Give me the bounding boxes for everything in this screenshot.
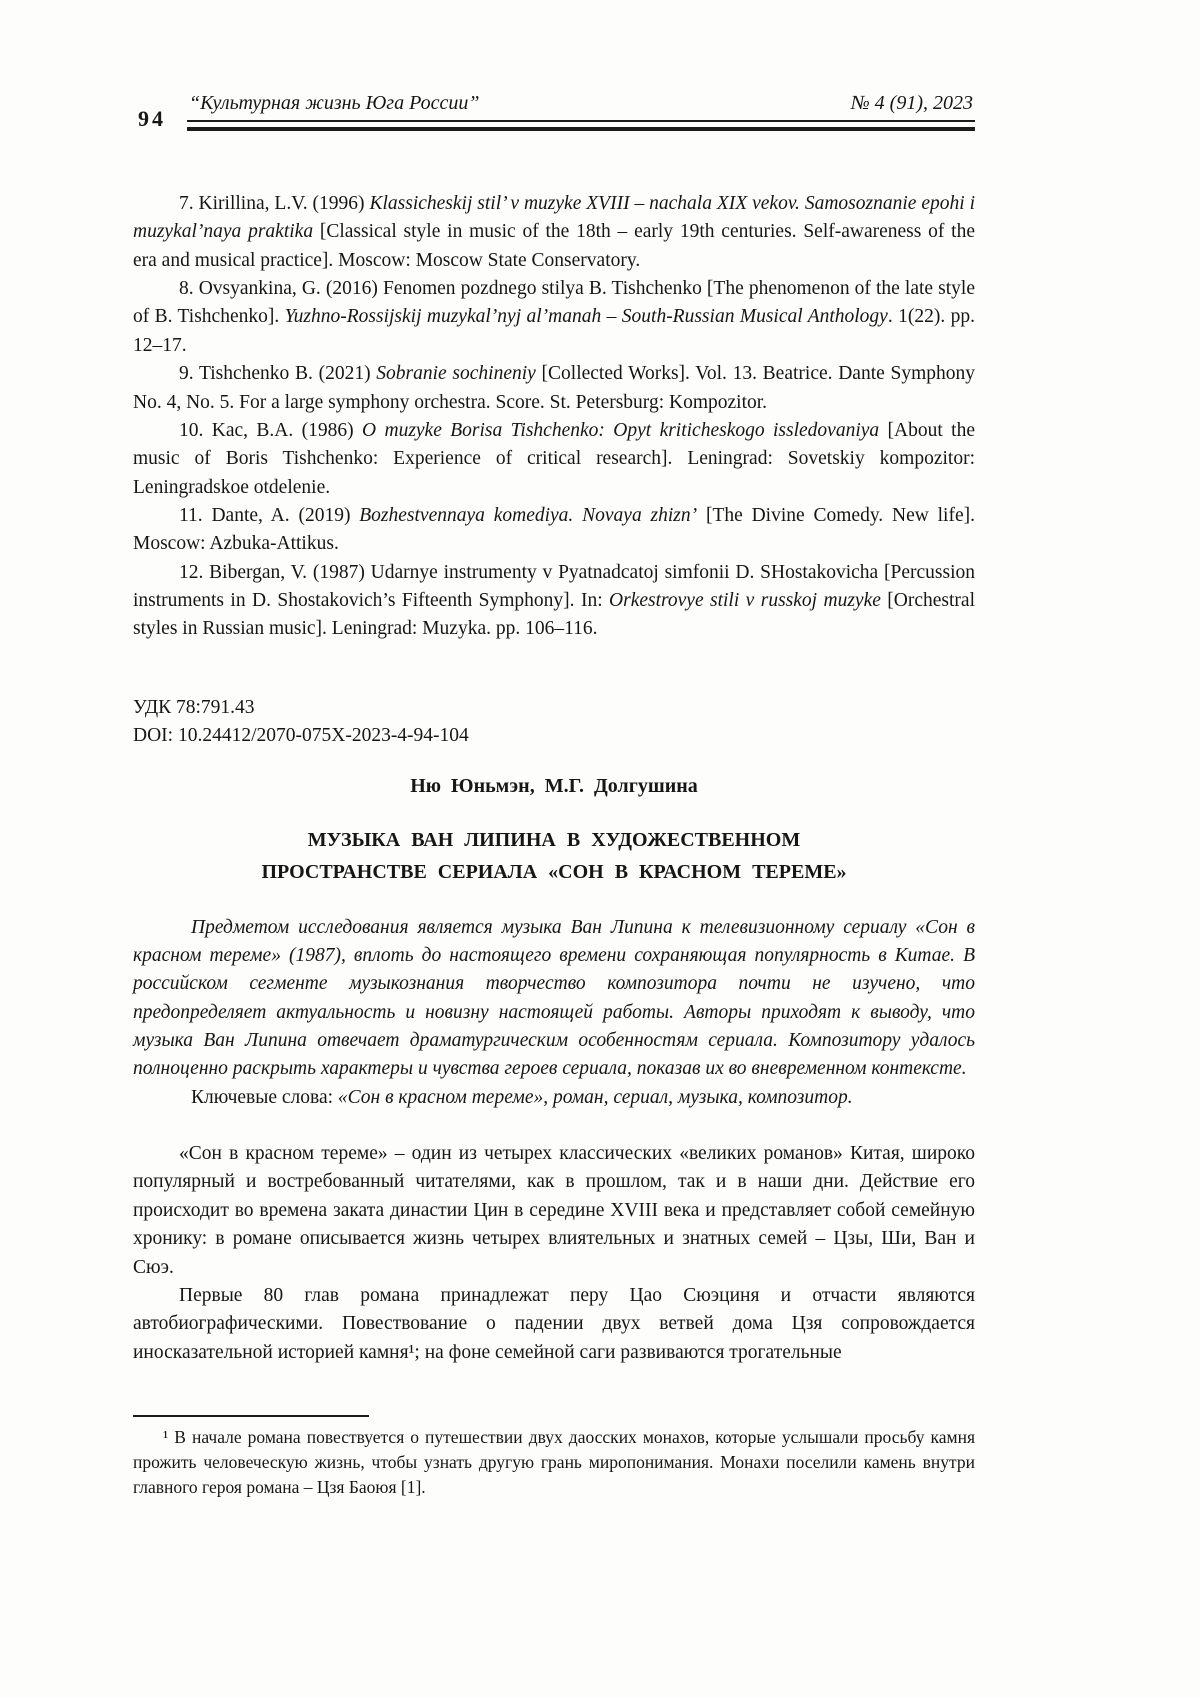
authors-line: Ню Юньмэн, М.Г. Долгушина <box>410 775 698 798</box>
article-title-line-1: МУЗЫКА ВАН ЛИПИНА В ХУДОЖЕСТВЕННОМ <box>307 828 801 851</box>
footnote-block <box>133 1415 975 1500</box>
reference-9: 9. Tishchenko B. (2021) Sobranie sochineniy [Collected Works]. Vol. 13. Beatrice. Dante Symphony No. 4, No. 5. For a large symphony orchestra. Score. St. Petersburg: Kompozitor. <box>133 363 975 413</box>
journal-title: “Культурная жизнь Юга России” <box>189 92 480 114</box>
keywords-line: Ключевые слова: «Сон в красном тереме», роман, сериал, музыка, композитор. <box>191 1086 853 1108</box>
doi-code: DOI: 10.24412/2070-075X-2023-4-94-104 <box>133 725 469 747</box>
footnote-separator <box>133 1415 369 1417</box>
page-content <box>0 146 1200 1499</box>
reference-12: 12. Bibergan, V. (1987) Udarnye instrumenty v Pyatnadcatoj simfonii D. SHostakovicha [Percussion instruments in D. Shostakovich’s Fifteenth Symphony]. In: Orkestrovye stili v russkoj muzyke [Orchestral styles in Russian music]. Leningrad: Muzyka. pp. 106–116. <box>133 561 976 640</box>
header-rule-thin <box>187 120 975 122</box>
article-meta <box>133 694 975 751</box>
page-number: 94 <box>138 106 166 131</box>
article-body <box>133 1140 975 1367</box>
reference-11: 11. Dante, A. (2019) Bozhestvennaya komediya. Novaya zhizn’ [The Divine Comedy. New life]. Moscow: Azbuka-Attikus. <box>133 504 975 555</box>
footnote-text: ¹ В начале романа повествуется о путешествии двух даосских монахов, которые услышали просьбу камня прожить человеческую жизнь, чтобы узнать другую грань миропонимания. Монахи поселили камень внутри главного героя романа – Цзя Баоюя [1]. <box>133 1426 975 1497</box>
article-title <box>133 824 975 888</box>
article-title-line-2: ПРОСТРАНСТВЕ СЕРИАЛА «СОН В КРАСНОМ ТЕРЕМЕ» <box>261 860 847 883</box>
abstract-text: Предметом исследования является музыка Ван Липина к телевизионному сериалу «Сон в красном тереме» (1987), вплоть до настоящего времени сохраняющая популярность в Китае. В российском сегменте музыкознания творчество композитора почти не изучено, что предопределяет актуальность и новизну настоящей работы. Авторы приходят к выводу, что музыка Ван Липина отвечает драматургическим особенностям сериала. Композитору удалось полноценно раскрыть характеры и чувства героев сериала, показав их во вневременном контексте. <box>133 916 975 1080</box>
body-paragraph-1: «Сон в красном тереме» – один из четырех классических «великих романов» Китая, широко популярный и востребованный читателями, как в прошлом, так и в наши дни. Действие его происходит во времена заката династии Цин в середине XVIII века и представляет собой семейную хронику: в романе описывается жизнь четырех влиятельных и знатных семей – Цзы, Ши, Ван и Сюэ. <box>133 1143 975 1278</box>
abstract-block <box>133 914 975 1113</box>
reference-10: 10. Kac, B.A. (1986) O muzyke Borisa Tishchenko: Opyt kriticheskogo issledovaniya [About the music of Boris Tishchenko: Experience of critical research]. Leningrad: Sovetskiy kompozitor: Leningradskoe otdelenie. <box>133 419 975 498</box>
issue-number: № 4 (91), 2023 <box>850 92 973 114</box>
page-header <box>0 0 1200 146</box>
reference-8: 8. Ovsyankina, G. (2016) Fenomen pozdnego stilya B. Tishchenko [The phenomenon of the late style of B. Tishchenko]. Yuzhno-Rossijskij muzykal’nyj al’manah – South-Russian Musical Anthology. 1(22). pp. 12–17. <box>133 278 975 356</box>
body-paragraph-2: Первые 80 глав романа принадлежат перу Цао Сюэциня и отчасти являются автобиографическими. Повествование о падении двух ветвей дома Цзя сопровождается иносказательной историей камня¹; на фоне семейной саги развиваются трогательные <box>133 1284 975 1363</box>
references-list <box>133 190 975 644</box>
reference-7: 7. Kirillina, L.V. (1996) Klassicheskij stil’ v muzyke XVIII – nachala XIX vekov. Samosoznanie epohi i muzykal’naya praktika [Classical style in music of the 18th – early 19th centuries. Self-awareness of the era and musical practice]. Moscow: Moscow State Conservatory. <box>133 193 976 271</box>
udk-code: УДК 78:791.43 <box>133 696 255 718</box>
header-rule-thick <box>187 127 975 131</box>
running-head <box>187 92 975 131</box>
